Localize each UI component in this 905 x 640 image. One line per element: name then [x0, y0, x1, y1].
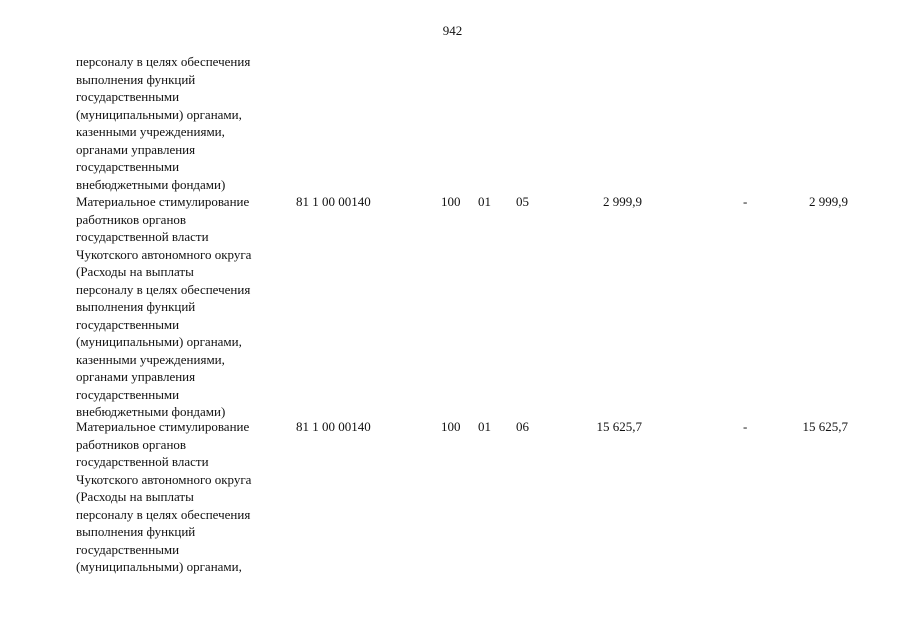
target-article-code: 81 1 00 00140	[296, 419, 371, 434]
section-code: 01	[478, 419, 491, 434]
subsection-code: 05	[516, 194, 529, 209]
total-value: 2 999,9	[809, 194, 848, 209]
expense-type-code: 100	[441, 419, 461, 434]
row-description: Материальное стимулирование работников органов государственной власти Чукотского автономного округа (Расходы на выплаты персоналу в целях обеспечения выполнения функций государственными (муниципальными) органами,	[76, 419, 252, 574]
sum-value: 15 625,7	[596, 419, 642, 434]
total-value: 15 625,7	[802, 419, 848, 434]
row-description: Материальное стимулирование работников органов государственной власти Чукотского автономного округа (Расходы на выплаты персоналу в целях обеспечения выполнения функций государственными (муниципальными) органами, казенными учреждениями, органами управления государственными внебюджетными фондами)	[76, 194, 252, 419]
row-description: персоналу в целях обеспечения выполнения функций государственными (муниципальными) органами, казенными учреждениями, органами управления государственными внебюджетными фондами)	[76, 54, 251, 192]
change-value: -	[743, 419, 748, 434]
section-code: 01	[478, 194, 491, 209]
page-number: 942	[442, 23, 463, 38]
subsection-code: 06	[516, 419, 529, 434]
sum-value: 2 999,9	[603, 194, 642, 209]
expense-type-code: 100	[441, 194, 461, 209]
change-value: -	[743, 194, 748, 209]
target-article-code: 81 1 00 00140	[296, 194, 371, 209]
